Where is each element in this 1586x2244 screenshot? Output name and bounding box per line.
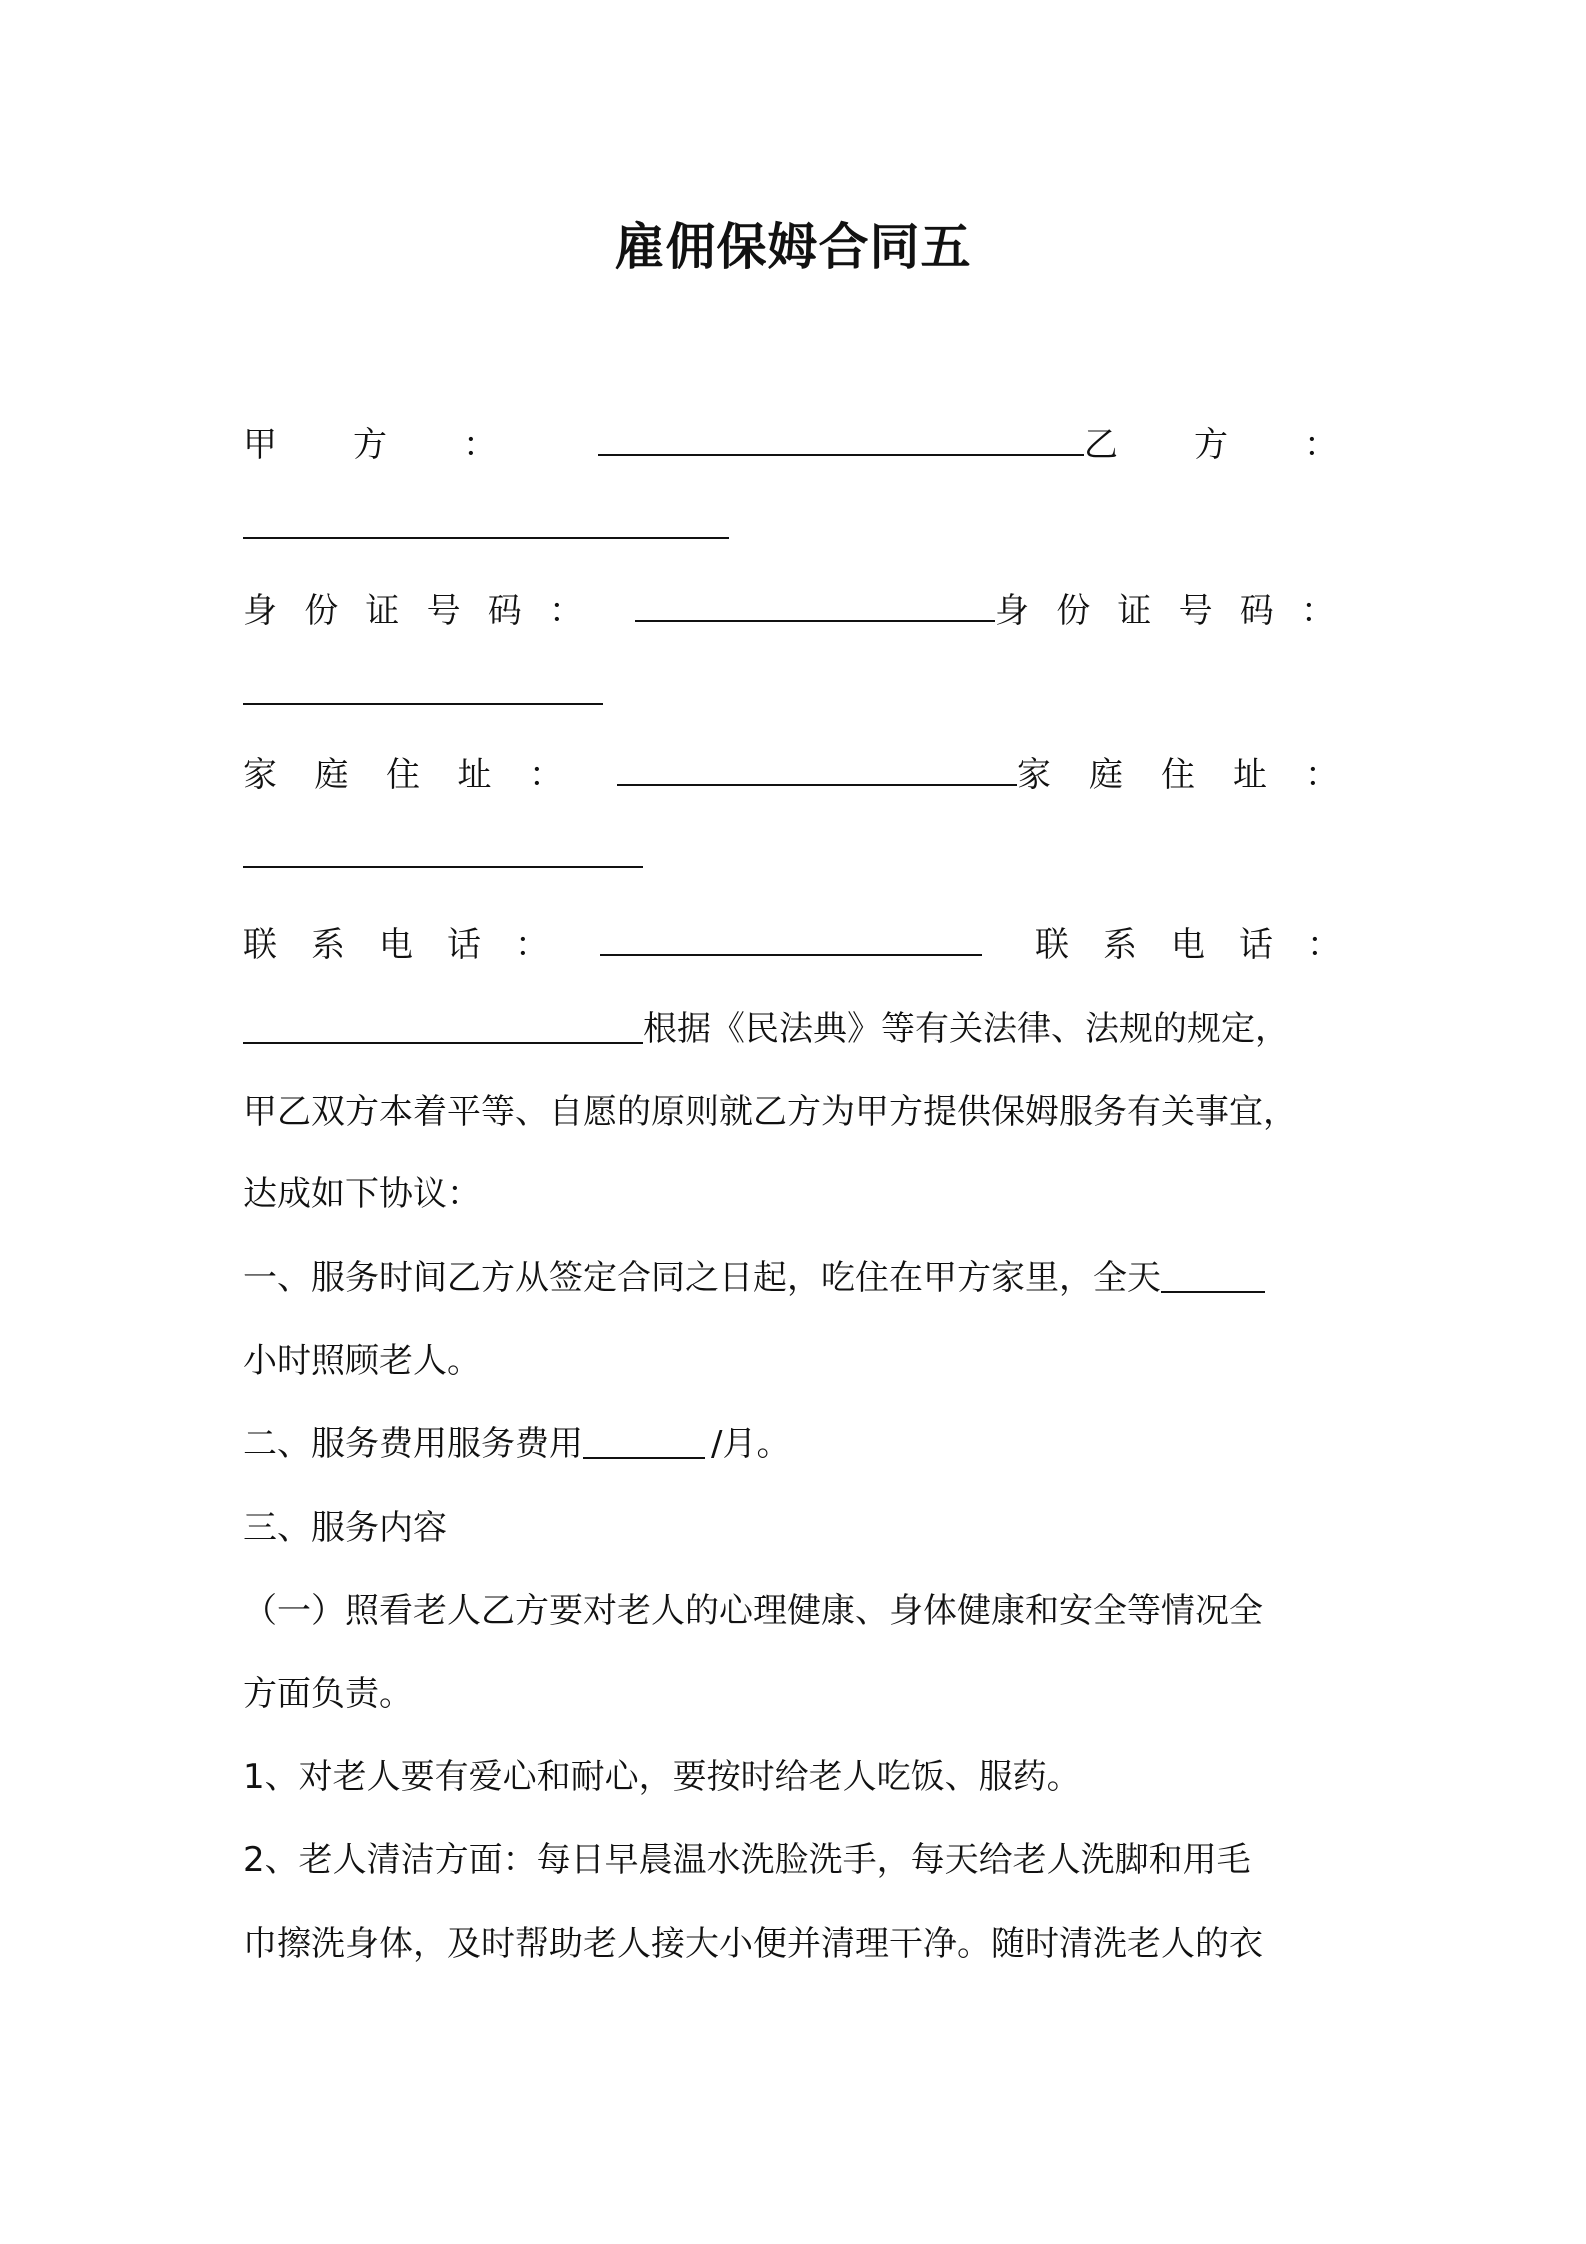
item-1: 1、对老人要有爱心和耐心，要按时给老人吃饭、服药。 [243,1757,1081,1797]
party-b-phone-label: 联 系 电 话 ： [1035,925,1341,965]
party-b-id-label: 身 份 证 号 码 ： [995,591,1335,631]
intro-line-3: 达成如下协议： [243,1174,481,1214]
party-row [243,420,1343,470]
clause-3-heading: 三、服务内容 [243,1508,447,1548]
fee-blank[interactable] [583,1427,705,1459]
phone-row [243,920,1343,970]
clause-1-line-1: 一、服务时间乙方从签定合同之日起，吃住在甲方家里，全天 [243,1253,1343,1303]
party-a-label: 甲 方 ： [243,425,497,465]
party-b-phone-blank[interactable] [243,1012,643,1044]
sub-clause-1-line-1: （一）照看老人乙方要对老人的心理健康、身体健康和安全等情况全 [243,1591,1263,1631]
id-row [243,586,1343,636]
page-title: 雇佣保姆合同五 [614,218,972,276]
party-b-label: 乙 方 ： [1084,425,1338,465]
clause-1-line-2: 小时照顾老人。 [243,1341,481,1381]
party-a-address-label: 家 庭 住 址 ： [243,755,563,795]
party-a-phone-blank[interactable] [600,924,982,956]
party-a-id-blank[interactable] [635,590,995,622]
party-b-blank-row [243,503,1343,553]
party-b-id-blank[interactable] [243,673,603,705]
sub-clause-1-line-2: 方面负责。 [243,1674,413,1714]
party-a-id-label: 身 份 证 号 码 ： [243,591,583,631]
party-b-address-blank[interactable] [243,836,643,868]
item-2-line-1: 2、老人清洁方面：每日早晨温水洗脸洗手，每天给老人洗脚和用毛 [243,1840,1251,1880]
party-a-phone-label: 联 系 电 话 ： [243,925,549,965]
party-b-id-blank-row [243,669,1343,719]
clause-2: 二、服务费用服务费用 /月。 [243,1424,791,1464]
party-b-address-label: 家 庭 住 址 ： [1017,755,1339,795]
intro-line-1: 根据《民法典》等有关法律、法规的规定， [243,1004,1343,1054]
item-2-line-2: 巾擦洗身体，及时帮助老人接大小便并清理干净。随时清洗老人的衣 [243,1924,1263,1964]
intro-line-2: 甲乙双方本着平等、自愿的原则就乙方为甲方提供保姆服务有关事宜， [243,1092,1297,1132]
address-row [243,750,1343,800]
party-a-blank[interactable] [598,424,1084,456]
party-b-blank[interactable] [243,507,729,539]
party-a-address-blank[interactable] [617,754,1017,786]
party-b-address-blank-row [243,832,1343,882]
hours-blank[interactable] [1161,1261,1265,1293]
